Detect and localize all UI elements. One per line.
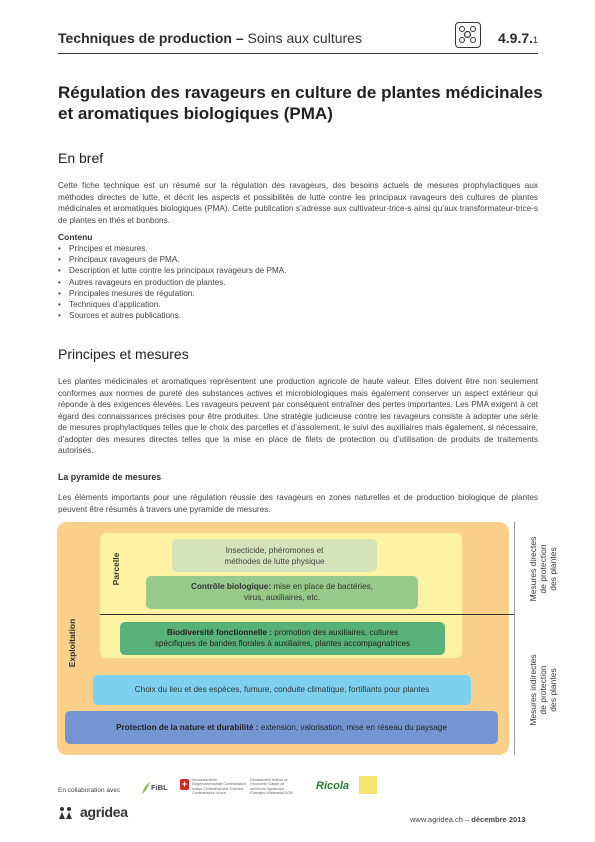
pyramid-level-bio-line2: virus, auxiliaires, etc. bbox=[244, 593, 320, 602]
label-indirect-measures-line3: des plantes bbox=[548, 668, 558, 712]
agridea-logo-text: agridea bbox=[80, 804, 128, 820]
pyramid-level-biodiv-line2: spécifiques de bandes florales à auxiliaires, plantes accompagnatrices bbox=[154, 639, 411, 648]
pyramid-level-biodiv-bold: Biodiversité fonctionnelle : bbox=[166, 628, 273, 637]
header-title-bold: Techniques de production bbox=[58, 30, 232, 46]
label-indirect-measures-line1: Mesures indirectes bbox=[528, 654, 538, 726]
list-item: • Techniques d’application. bbox=[58, 299, 287, 310]
label-parcelle: Parcelle bbox=[111, 552, 121, 586]
footer-date: décembre 2013 bbox=[471, 815, 526, 824]
fiche-number bbox=[498, 30, 538, 46]
pyramid-level-bio-bold: Contrôle biologique: bbox=[191, 582, 272, 591]
label-exploitation: Exploitation bbox=[67, 618, 77, 668]
swiss-cross-icon: + bbox=[181, 779, 188, 789]
list-item: • Principaux ravageurs de PMA. bbox=[58, 254, 287, 265]
label-direct-measures bbox=[528, 529, 562, 609]
label-indirect-measures bbox=[528, 645, 562, 735]
list-item: • Principes et mesures. bbox=[58, 243, 287, 254]
list-item: • Principales mesures de régulation. bbox=[58, 288, 287, 299]
pyramid-intro: Les éléments importants pour une régulation réussie des ravageurs en zones naturelles et de production biologique de plantes peuvent être résumés à travers une pyramide de mesures. bbox=[58, 493, 538, 514]
fiche-number-main: 4.9.7. bbox=[498, 30, 534, 46]
contenu-list bbox=[58, 243, 287, 321]
ricola-logo-square bbox=[359, 776, 377, 794]
footer-dash: – bbox=[462, 815, 472, 824]
pyramid-level-insecticide-line2: méthodes de lutte physique bbox=[224, 557, 325, 566]
pyramid-level-biodiv-line1: promotion des auxiliaires, cultures bbox=[272, 628, 399, 637]
side-column-rule bbox=[514, 522, 515, 755]
agridea-logo-icon bbox=[58, 806, 76, 820]
pyramid-level-biodiversity bbox=[120, 622, 445, 655]
collaboration-label: En collaboration avec bbox=[58, 787, 121, 794]
page-title: Régulation des ravageurs en culture de plantes médicinales et aromatiques biologiques (PMA) bbox=[58, 83, 543, 123]
pyramid-level-protect-rest: extension, valorisation, mise en réseau du paysage bbox=[258, 723, 447, 732]
en-bref-paragraph: Cette fiche technique est un résumé sur la régulation des ravageurs, des besoins actuels de mesures prophylactiques aux méthodes directes de lutte, et décrit les aspects et possibilités de lutte contre les principaux ravageurs des cultures de plantes médicinales et aromatiques biologiques (PMA). Cette publication s’adresse aux cultivateur-trice-s ainsi qu’aux transformateur-trice-s de plantes en thés et bonbons. bbox=[58, 181, 538, 225]
pyramid-level-biological-control bbox=[146, 576, 418, 609]
confederation-logo-text: Schweizerische Eidgenossenschaft Confédération suisse Confederazione Svizzera Confederaziun svizra bbox=[192, 778, 246, 796]
header-title-light: Soins aux cultures bbox=[247, 30, 362, 46]
pyramid-level-bio-line1: mise en place de bactéries, bbox=[271, 582, 373, 591]
list-item: • Description et lutte contre les principaux ravageurs de PMA. bbox=[58, 265, 287, 276]
header-rule bbox=[58, 53, 538, 54]
pyramid-level-insecticide bbox=[172, 539, 377, 572]
header-title-sep: – bbox=[231, 30, 248, 46]
fibl-logo-text: FiBL bbox=[151, 783, 168, 792]
header-title bbox=[58, 30, 362, 46]
contenu-label: Contenu bbox=[58, 232, 93, 242]
footer-site-date bbox=[410, 815, 526, 824]
footer-site: www.agridea.ch bbox=[410, 815, 463, 824]
label-indirect-measures-line2: de protection bbox=[538, 665, 548, 715]
list-item: • Autres ravageurs en production de plantes. bbox=[58, 277, 287, 288]
label-direct-measures-line2: de protection bbox=[538, 544, 548, 594]
fibl-logo bbox=[141, 779, 171, 797]
section-heading-en-bref: En bref bbox=[58, 150, 104, 166]
label-direct-measures-line1: Mesures directes bbox=[528, 536, 538, 602]
pyramid-level-nature-protection bbox=[65, 711, 498, 744]
department-logo-text: Département fédéral de l’économie Station de recherche Agroscope Changins-Wädenswil ACW bbox=[250, 778, 293, 796]
section-heading-principes: Principes et mesures bbox=[58, 346, 189, 362]
flower-logo-icon bbox=[455, 22, 481, 48]
pyramid-subheading: La pyramide de mesures bbox=[58, 472, 162, 482]
pyramid-level-protect-bold: Protection de la nature et durabilité : bbox=[116, 723, 259, 732]
pyramid-level-site-choice: Choix du lieu et des espèces, fumure, conduite climatique, fortifiants pour plantes bbox=[93, 675, 471, 705]
pyramid-divider bbox=[100, 614, 514, 615]
label-direct-measures-line3: des plantes bbox=[548, 547, 558, 591]
ricola-logo: Ricola bbox=[316, 780, 350, 792]
principes-paragraph: Les plantes médicinales et aromatiques représentent une production agricole de haute valeur. Elles doivent être non seulement conformes aux normes de pureté des substances actives et microbiologiques mais également conserver un aspect extérieur qui réponde à des exigences élevées. Les ravageurs peuvent par conséquent entraîner des pertes importantes. Les PMA exigent à cet égard des connaissances précises pour être produites. Une stratégie judicieuse contre les ravageurs consiste à adopter une série de mesures prophylactiques telles que le choix des parcelles et d’assolement, le suivi des auxiliaires mais également, si nécessaire, d’adopter des mesures directes telles que la mise en place de filets de protection ou d’utilisation de produits de traitements autorisés. bbox=[58, 377, 538, 455]
list-item: • Sources et autres publications. bbox=[58, 310, 287, 321]
fibl-leaf-icon bbox=[141, 781, 151, 795]
pyramid-level-insecticide-line1: Insecticide, phéromones et bbox=[225, 546, 324, 555]
page-header bbox=[58, 22, 538, 52]
fiche-number-sub: 1 bbox=[533, 35, 539, 45]
